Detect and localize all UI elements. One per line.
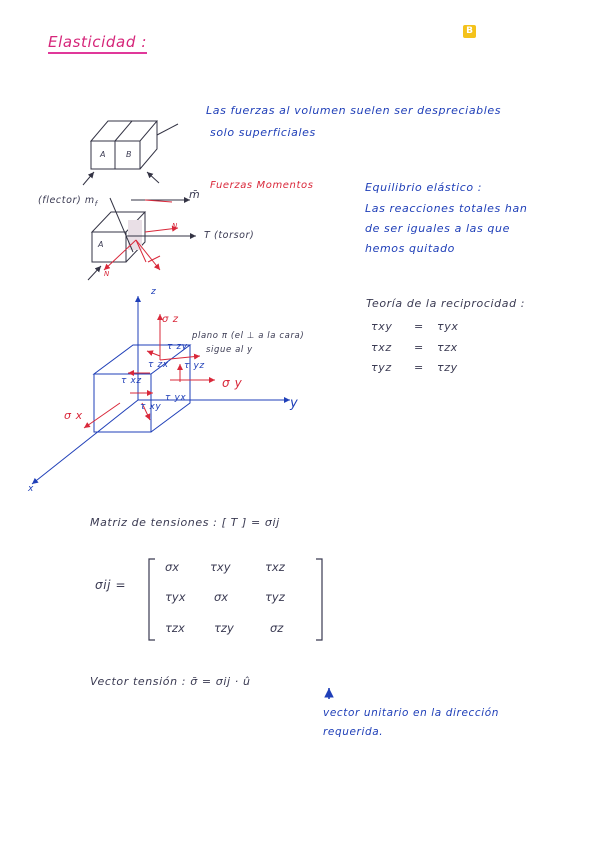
volume-forces-note-line1: Las fuerzas al volumen suelen ser despreciables [206,104,502,117]
reciprocity-eq3-equals: = [414,361,424,374]
stress-vector-heading: Vector tensión : σ̄ = σij · û [90,675,251,688]
matrix-cell-r1c2: τxy [210,560,231,574]
normal-label-left: N [104,270,110,278]
reciprocity-eq2-equals: = [414,341,424,354]
tau-zy-label: τ zy [167,342,188,352]
cut-block-label-a: A [98,240,105,249]
equilibrium-line2: Las reacciones totales han [365,202,528,215]
matrix-cell-r3c1: τzx [165,621,185,635]
reciprocity-eq3-right: τzy [437,361,458,374]
axis-label-z: z [151,287,157,297]
unit-vector-note-line1: vector unitario en la dirección [323,707,500,719]
reciprocity-eq2-left: τxz [371,341,392,354]
matrix-symbol: σij = [95,578,127,592]
torsor-label: T (torsor) [204,230,255,241]
normal-label-right: N [172,222,178,230]
equilibrium-line3: de ser iguales a las que [365,222,510,235]
stress-element-figure [32,296,290,484]
forces-moments-heading: Fuerzas Momentos [210,180,314,191]
tau-xz-label: τ xz [121,376,142,386]
matrix-heading: Matriz de tensiones : [ T ] = σij [90,516,280,529]
block-label-a: A [100,150,107,159]
cut-block-figure [88,198,196,280]
moment-vector-label: m̄ [189,188,201,201]
axis-label-x: x [28,484,34,494]
matrix-cell-r1c3: τxz [265,560,285,574]
matrix-cell-r3c2: τzy [214,621,234,635]
sigma-y-label: σ y [222,376,243,390]
page-badge: B [463,25,476,38]
plane-note-line2: sigue al y [206,345,253,355]
volume-forces-note-line2: solo superficiales [210,126,316,139]
tau-yx-label: τ yx [165,393,187,403]
unit-vector-note-line2: requerida. [323,726,384,738]
reciprocity-eq3-left: τyz [371,361,392,374]
page-title: Elasticidad : [48,33,147,54]
tau-xy-label: τ xy [140,402,162,412]
reciprocity-eq1-left: τxy [371,320,393,333]
sigma-x-label: σ x [64,409,83,422]
matrix-cell-r2c1: τyx [165,590,186,604]
reciprocity-eq1-right: τyx [437,320,459,333]
sigma-z-label: σ z [162,314,179,325]
flector-label: (flector) $m_f$ [38,195,98,208]
tau-yz-label: τ yz [184,361,205,371]
equilibrium-line4: hemos quitado [365,242,455,255]
tau-zx-label: τ zx [148,360,169,370]
axis-label-y: y [290,396,299,411]
matrix-cell-r2c2: σx [214,590,229,604]
reciprocity-eq2-right: τzx [437,341,458,354]
block-label-b: B [126,150,133,159]
reciprocity-eq1-equals: = [414,320,424,333]
matrix-cell-r2c3: τyz [265,590,285,604]
matrix-cell-r3c3: σz [270,621,284,635]
equilibrium-line1: Equilibrio elástico : [365,181,483,194]
matrix-cell-r1c1: σx [165,560,180,574]
reciprocity-heading: Teoría de la reciprocidad : [366,297,526,310]
plane-note: plano π (el ⊥ a la cara) [192,331,305,341]
